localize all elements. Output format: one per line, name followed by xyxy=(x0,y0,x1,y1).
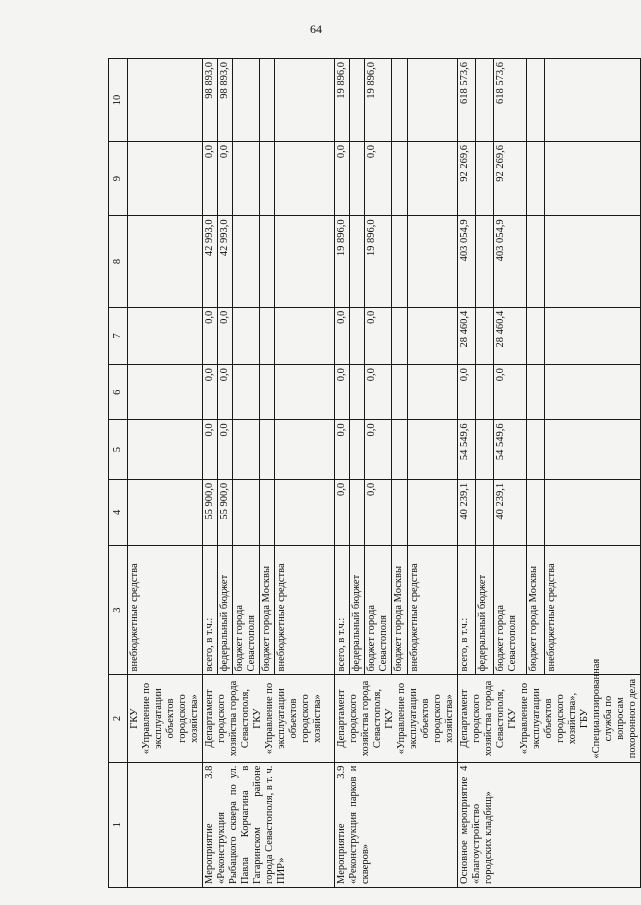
value-cell: 0,0 xyxy=(218,365,233,420)
header-cell: 1 xyxy=(109,762,128,887)
value-cell: 0,0 xyxy=(365,307,392,364)
executor-line: ГКУ «Управление по эксплуатации объектов городского хозяйства» xyxy=(252,682,323,755)
table-row xyxy=(128,59,203,888)
header-cell: 8 xyxy=(109,216,128,307)
value-cell: 42 993,0 xyxy=(203,216,218,307)
value-cell: 0,0 xyxy=(335,479,350,545)
value-cell: 618 573,6 xyxy=(494,59,527,142)
value-cell: 0,0 xyxy=(335,420,350,480)
source-cell: внебюджетные средства xyxy=(128,545,203,675)
source-cell: федеральный бюджет xyxy=(350,545,365,675)
header-cell: 4 xyxy=(109,479,128,545)
table-row xyxy=(458,59,476,888)
value-cell: 54 549,6 xyxy=(458,420,476,480)
source-cell: федеральный бюджет xyxy=(218,545,233,675)
value-cell: 55 900,0 xyxy=(203,479,218,545)
budget-table xyxy=(108,58,641,888)
value-cell xyxy=(233,365,260,420)
value-cell xyxy=(233,59,260,142)
source-cell: бюджет города Севастополя xyxy=(365,545,392,675)
table-row xyxy=(335,59,350,888)
value-cell: 40 239,1 xyxy=(458,479,476,545)
value-cell: 0,0 xyxy=(365,365,392,420)
header-cell: 3 xyxy=(109,545,128,675)
header-cell: 6 xyxy=(109,365,128,420)
value-cell: 618 573,6 xyxy=(458,59,476,142)
value-cell xyxy=(233,141,260,215)
source-cell: федеральный бюджет xyxy=(476,545,494,675)
executor-line: Департамент городского хозяйства города Севастополя, xyxy=(336,680,383,757)
source-cell: внебюджетные средства xyxy=(275,545,335,675)
value-cell: 19 896,0 xyxy=(365,216,392,307)
source-cell: всего, в т.ч.: xyxy=(203,545,218,675)
header-cell: 7 xyxy=(109,307,128,364)
header-cell: 9 xyxy=(109,141,128,215)
page-number: 64 xyxy=(310,22,322,36)
value-cell: 42 993,0 xyxy=(218,216,233,307)
value-cell: 0,0 xyxy=(365,479,392,545)
value-cell xyxy=(233,479,260,545)
header-cell: 10 xyxy=(109,59,128,142)
event-title: Мероприятие 3.8 «Реконструкция Рыбацкого сквера по ул. Павла Корчагина в Гагаринском районе города Севастополя, в т. ч. ПИР» xyxy=(203,762,335,887)
value-cell: 0,0 xyxy=(203,141,218,215)
source-cell: бюджет города Москвы xyxy=(392,545,407,675)
value-cell: 0,0 xyxy=(365,141,392,215)
value-cell: 0,0 xyxy=(203,307,218,364)
value-cell: 403 054,9 xyxy=(494,216,527,307)
source-cell: бюджет города Севастополя xyxy=(494,545,527,675)
event-title: Основное мероприятие 4 «Благоустройство городских кладбищ» xyxy=(458,762,641,887)
source-cell: бюджет города Севастополя xyxy=(233,545,260,675)
event-cell xyxy=(128,762,203,887)
executor-cell xyxy=(458,658,641,762)
value-cell: 98 893,0 xyxy=(203,59,218,142)
value-cell: 0,0 xyxy=(335,307,350,364)
value-cell: 0,0 xyxy=(218,420,233,480)
value-cell xyxy=(233,216,260,307)
value-cell: 0,0 xyxy=(335,365,350,420)
value-cell: 0,0 xyxy=(218,307,233,364)
value-cell: 0,0 xyxy=(203,365,218,420)
header-cell: 5 xyxy=(109,420,128,480)
value-cell: 0,0 xyxy=(218,141,233,215)
source-cell: бюджет города Москвы xyxy=(260,545,275,675)
executor-line: ГКУ «Управление по эксплуатации объектов городского хозяйства» xyxy=(384,682,455,755)
value-cell: 0,0 xyxy=(365,420,392,480)
value-cell: 0,0 xyxy=(494,365,527,420)
executor-cell xyxy=(335,675,458,762)
header-row xyxy=(109,59,128,888)
executor-cell: ГКУ «Управление по эксплуатации объектов городского хозяйства» xyxy=(128,675,203,762)
value-cell: 92 269,6 xyxy=(494,141,527,215)
value-cell: 28 460,4 xyxy=(458,307,476,364)
value-cell: 0,0 xyxy=(335,141,350,215)
value-cell: 0,0 xyxy=(458,365,476,420)
value-cell: 403 054,9 xyxy=(458,216,476,307)
value-cell: 0,0 xyxy=(203,420,218,480)
executor-cell xyxy=(203,675,335,762)
source-cell: внебюджетные средства xyxy=(544,545,640,675)
value-cell: 98 893,0 xyxy=(218,59,233,142)
value-cell: 19 896,0 xyxy=(335,216,350,307)
value-cell: 55 900,0 xyxy=(218,479,233,545)
source-cell: внебюджетные средства xyxy=(407,545,457,675)
value-cell xyxy=(233,420,260,480)
source-cell: всего, в т.ч.: xyxy=(458,545,476,675)
executor-line: Департамент городского хозяйства города Севастополя, xyxy=(204,680,251,757)
event-title: Мероприятие 3.9 «Реконструкция парков и скверов» xyxy=(335,762,458,887)
source-cell: бюджет города Москвы xyxy=(526,545,544,675)
executor-line: ГКУ «Управление по эксплуатации объектов городского хозяйства», xyxy=(507,682,578,755)
value-cell: 92 269,6 xyxy=(458,141,476,215)
source-cell: всего, в т.ч.: xyxy=(335,545,350,675)
value-cell: 19 896,0 xyxy=(335,59,350,142)
value-cell: 19 896,0 xyxy=(365,59,392,142)
value-cell: 28 460,4 xyxy=(494,307,527,364)
value-cell: 54 549,6 xyxy=(494,420,527,480)
value-cell: 40 239,1 xyxy=(494,479,527,545)
header-cell: 2 xyxy=(109,675,128,762)
table-row xyxy=(203,59,218,888)
rotated-table-container xyxy=(108,58,638,888)
executor-line: ГБУ «Специализированная служба по вопросам похоронного дела xyxy=(579,658,638,759)
executor-line: Департамент городского хозяйства города Севастополя, xyxy=(459,680,506,757)
value-cell xyxy=(233,307,260,364)
